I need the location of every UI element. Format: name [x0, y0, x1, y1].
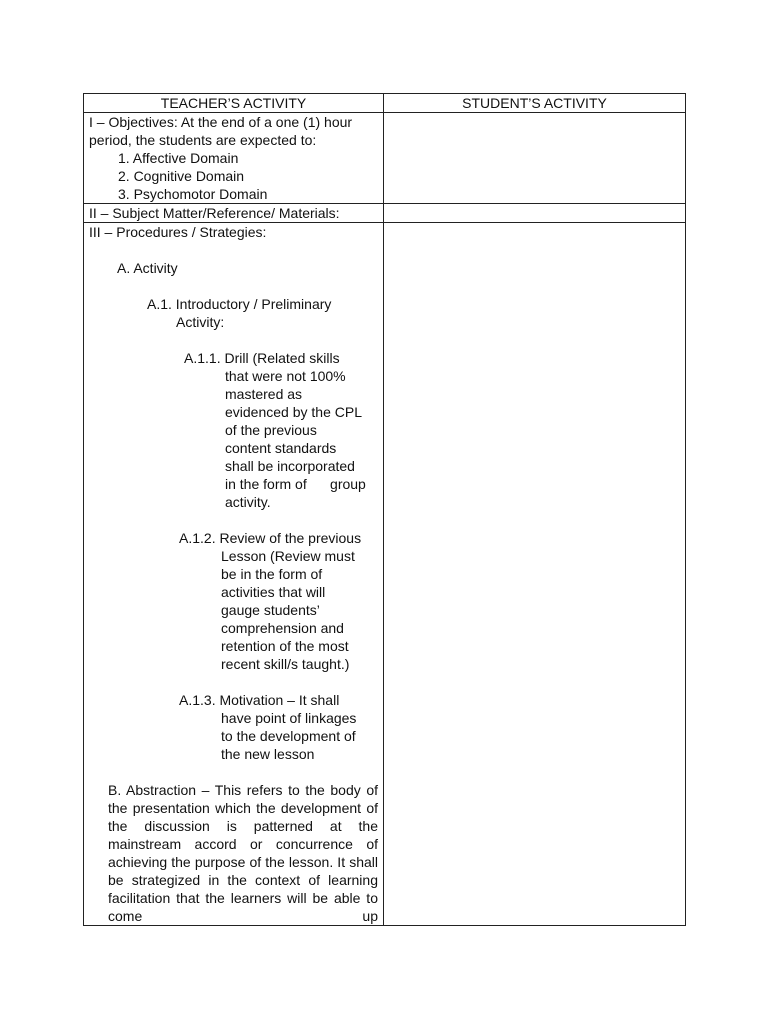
procedures-cell	[84, 223, 384, 926]
activity-heading: A. Activity	[117, 260, 178, 276]
objective-item: 3. Psychomotor Domain	[118, 186, 268, 202]
review-text-line: comprehension and	[221, 620, 344, 636]
objectives-row	[84, 113, 686, 204]
drill-text-line: in the form of group	[225, 476, 366, 492]
subject-matter-cell	[84, 204, 384, 223]
review-text-line: Lesson (Review must	[221, 548, 355, 564]
objectives-line-2: period, the students are expected to:	[89, 132, 317, 148]
objectives-cell	[84, 113, 384, 204]
objectives-line-1: I – Objectives: At the end of a one (1) hour	[89, 114, 353, 130]
drill-heading: A.1.1. Drill (Related skills	[184, 350, 340, 366]
lesson-plan-table	[83, 93, 686, 926]
procedures-title: III – Procedures / Strategies:	[89, 224, 267, 240]
review-text-line: retention of the most	[221, 638, 349, 654]
review-text-line: activities that will	[221, 584, 326, 600]
objective-item: 1. Affective Domain	[118, 150, 239, 166]
review-text-line: gauge students’	[221, 602, 320, 618]
subject-matter-row	[84, 204, 686, 223]
review-heading: A.1.2. Review of the previous	[179, 530, 362, 546]
motivation-heading: A.1.3. Motivation – It shall	[179, 692, 340, 708]
student-activity-header: STUDENT’S ACTIVITY	[384, 94, 686, 113]
teacher-activity-header: TEACHER’S ACTIVITY	[84, 94, 384, 113]
motivation-text-line: to the development of	[221, 728, 356, 744]
abstraction-paragraph: B. Abstraction – This refers to the body of the presentation which the development of the discussion is patterned at the mainstream accord or concurrence of achieving the purpose of the lesson. It shall be strategized in the context of learning facilitation that the learners will be able to come up	[108, 782, 378, 924]
review-text-line: be in the form of	[221, 566, 323, 582]
introductory-activity-heading: A.1. Introductory / Preliminary	[147, 296, 332, 312]
drill-text-line: evidenced by the CPL	[225, 404, 362, 420]
introductory-activity-heading-cont: Activity:	[176, 314, 225, 330]
motivation-text-line: the new lesson	[221, 746, 315, 762]
subject-matter-text: II – Subject Matter/Reference/ Materials:	[89, 205, 340, 221]
drill-text-line: content standards	[225, 440, 337, 456]
objective-item: 2. Cognitive Domain	[118, 168, 245, 184]
drill-text-line: of the previous	[225, 422, 317, 438]
drill-text-line: activity.	[225, 494, 271, 510]
procedures-student-cell	[384, 223, 686, 926]
motivation-text-line: have point of linkages	[221, 710, 357, 726]
drill-text-line: shall be incorporated	[225, 458, 355, 474]
header-row	[84, 94, 686, 113]
drill-text-line: that were not 100%	[225, 368, 346, 384]
objectives-student-cell	[384, 113, 686, 204]
procedures-row	[84, 223, 686, 926]
drill-text-line: mastered as	[225, 386, 303, 402]
objectives-list	[89, 149, 378, 203]
subject-matter-student-cell	[384, 204, 686, 223]
review-text-line: recent skill/s taught.)	[221, 656, 350, 672]
